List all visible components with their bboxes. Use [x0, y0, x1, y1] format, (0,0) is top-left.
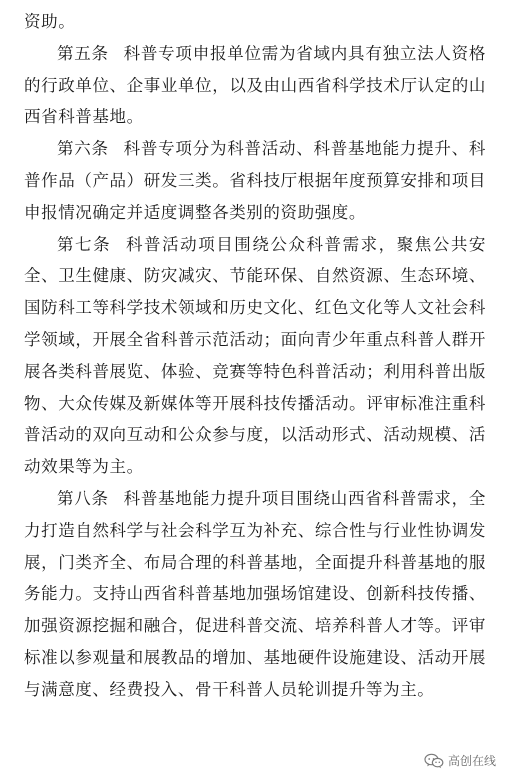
article-6 [24, 133, 486, 228]
article-8 [24, 483, 486, 706]
article-number: 第六条 [57, 139, 109, 159]
article-7 [24, 229, 486, 483]
article-text: 科普专项分为科普活动、科普基地能力提升、科普作品（产品）研发三类。省科技厅根据年度预算安排和项目申报情况确定并适度调整各类别的资助强度。 [24, 139, 486, 222]
lead-paragraph: 资助。 [24, 12, 76, 31]
watermark-text: 高创在线 [447, 754, 496, 768]
article-5 [24, 38, 486, 133]
article-number: 第五条 [57, 43, 109, 63]
wechat-icon [424, 753, 444, 769]
watermark [424, 752, 496, 769]
article-number: 第七条 [57, 234, 112, 254]
article-text: 科普活动项目围绕公众科普需求，聚焦公共安全、卫生健康、防灾减灾、节能环保、自然资源、生态环境、国防科工等科学技术领域和历史文化、红色文化等人文社会科学领域，开展全省科普示范活动；面向青少年重点科普人群开展各类科普展览、体验、竞赛等特色科普活动；利用科普出版物、大众传媒及新媒体等开展科技传播活动。评审标准注重科普活动的双向互动和公众参与度，以活动形式、活动规模、活动效果等为主。 [24, 234, 487, 477]
article-text: 科普专项申报单位需为省域内具有独立法人资格的行政单位、企事业单位，以及由山西省科学技术厅认定的山西省科普基地。 [24, 43, 486, 127]
article-number: 第八条 [57, 488, 109, 508]
article-text: 科普基地能力提升项目围绕山西省科普需求，全力打造自然科学与社会科学互为补充、综合性与行业性协调发展，门类齐全、布局合理的科普基地，全面提升科普基地的服务能力。支持山西省科普基地加强场馆建设、创新科技传播、加强资源挖掘和融合，促进科普交流、培养科普人才等。评审标准以参观量和展教品的增加、基地硬件设施建设、活动开展与满意度、经费投入、骨干科普人员轮训提升等为主。 [24, 488, 486, 699]
